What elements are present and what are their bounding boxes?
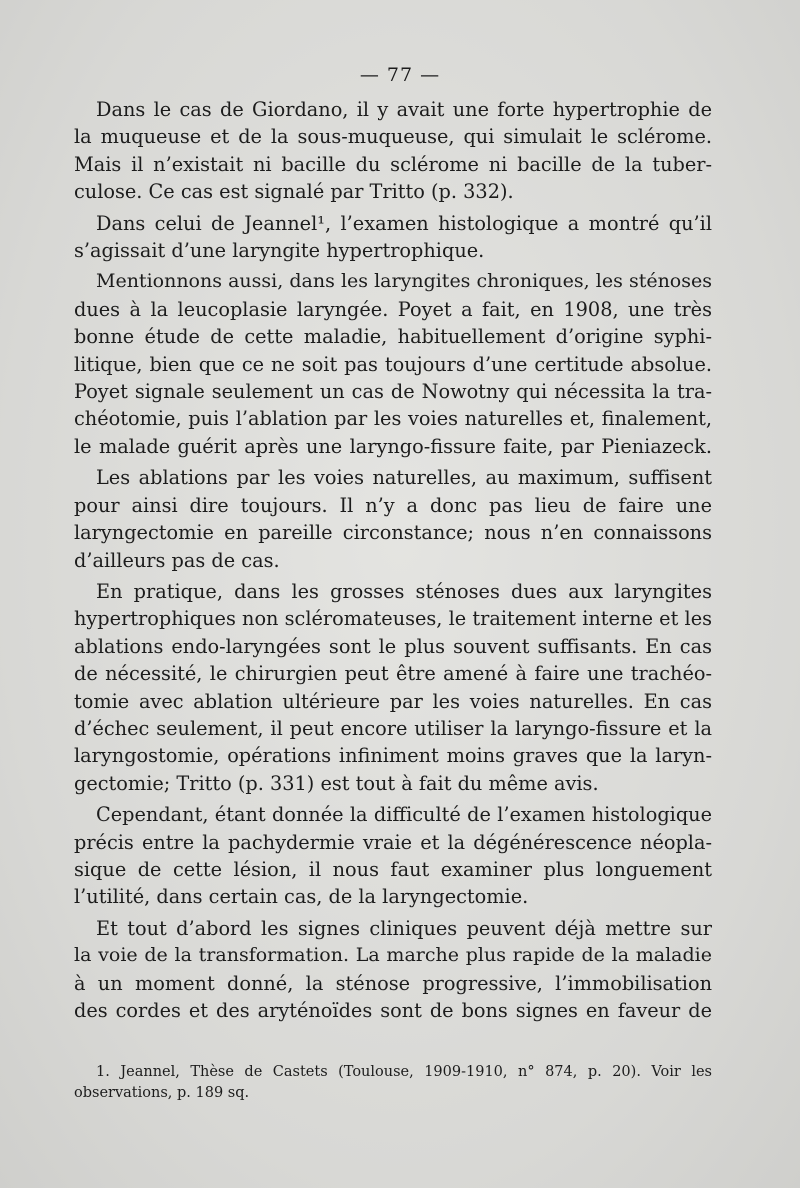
text-line: Dans celui de Jeannel¹, l’examen histologique a montré qu’il — [96, 211, 712, 235]
text-line: Mais il n’existait ni bacille du sclérome ni bacille de la tuber- — [74, 152, 712, 176]
paragraph — [74, 464, 712, 574]
paragraph — [74, 268, 712, 460]
text-line: sique de cette lésion, il nous faut examiner plus longuement — [74, 857, 712, 881]
footnote-line: 1. Jeannel, Thèse de Castets (Toulouse, 1909-1910, n° 874, p. 20). Voir les — [96, 1064, 712, 1080]
text-line: le malade guérit après une laryngo-fissure faite, par Pieniazeck. — [74, 434, 712, 458]
footnote — [74, 1062, 712, 1104]
text-line: précis entre la pachydermie vraie et la dégénérescence néopla- — [74, 830, 712, 854]
text-line: dues à la leucoplasie laryngée. Poyet a fait, en 1908, une très — [74, 297, 712, 321]
text-line: Et tout d’abord les signes cliniques peuvent déjà mettre sur — [96, 916, 712, 940]
text-line: laryngostomie, opérations infiniment moins graves que la laryn- — [74, 744, 712, 768]
text-line: Poyet signale seulement un cas de Nowotny qui nécessita la tra- — [74, 380, 712, 404]
text-line: litique, bien que ce ne soit pas toujours d’une certitude absolue. — [74, 352, 712, 376]
text-line: hypertrophiques non scléromateuses, le traitement interne et les — [74, 607, 712, 631]
text-line: la muqueuse et de la sous-muqueuse, qui simulait le sclérome. — [74, 125, 712, 149]
text-line: d’ailleurs pas de cas. — [74, 548, 280, 572]
text-line: à un moment donné, la sténose progressive, l’immobilisation — [74, 971, 712, 995]
text-line: la voie de la transformation. La marche plus rapide de la maladie — [74, 944, 712, 967]
text-line: Dans le cas de Giordano, il y avait une forte hypertrophie de — [96, 98, 712, 121]
text-line: tomie avec ablation ultérieure par les voies naturelles. En cas — [74, 689, 712, 713]
paragraph — [74, 96, 712, 206]
text-line: culose. Ce cas est signalé par Tritto (p. 332). — [74, 180, 514, 204]
text-line: pour ainsi dire toujours. Il n’y a donc pas lieu de faire une — [74, 493, 712, 517]
body-text — [74, 96, 712, 1028]
page-number: — 77 — — [359, 64, 441, 86]
paragraph — [74, 210, 712, 265]
text-line: des cordes et des aryténoïdes sont de bons signes en faveur de — [74, 999, 712, 1022]
text-line: s’agissait d’une laryngite hypertrophique. — [74, 239, 485, 263]
text-line: d’échec seulement, il peut encore utiliser la laryngo-fissure et la — [74, 716, 712, 740]
paragraph — [74, 915, 712, 1025]
paragraph — [74, 578, 712, 797]
text-line: En pratique, dans les grosses sténoses dues aux laryngites — [96, 579, 712, 603]
text-line: Mentionnons aussi, dans les laryngites chroniques, les sténoses — [96, 270, 712, 293]
text-line: gectomie; Tritto (p. 331) est tout à fait du même avis. — [74, 771, 599, 795]
text-line: Les ablations par les voies naturelles, au maximum, suffisent — [96, 466, 712, 490]
text-line: bonne étude de cette maladie, habituellement d’origine syphi- — [74, 325, 712, 349]
paragraph — [74, 801, 712, 911]
text-line: laryngectomie en pareille circonstance; nous n’en connaissons — [74, 521, 712, 545]
text-line: l’utilité, dans certain cas, de la laryngectomie. — [74, 885, 529, 909]
text-line: Cependant, étant donnée la difficulté de l’examen histologique — [96, 803, 712, 827]
text-line: chéotomie, puis l’ablation par les voies naturelles et, finalement, — [74, 407, 712, 431]
text-line: ablations endo-laryngées sont le plus souvent suffisants. En cas — [74, 634, 712, 658]
footnote-line: observations, p. 189 sq. — [74, 1085, 250, 1101]
text-line: de nécessité, le chirurgien peut être amené à faire une trachéo- — [74, 662, 712, 686]
